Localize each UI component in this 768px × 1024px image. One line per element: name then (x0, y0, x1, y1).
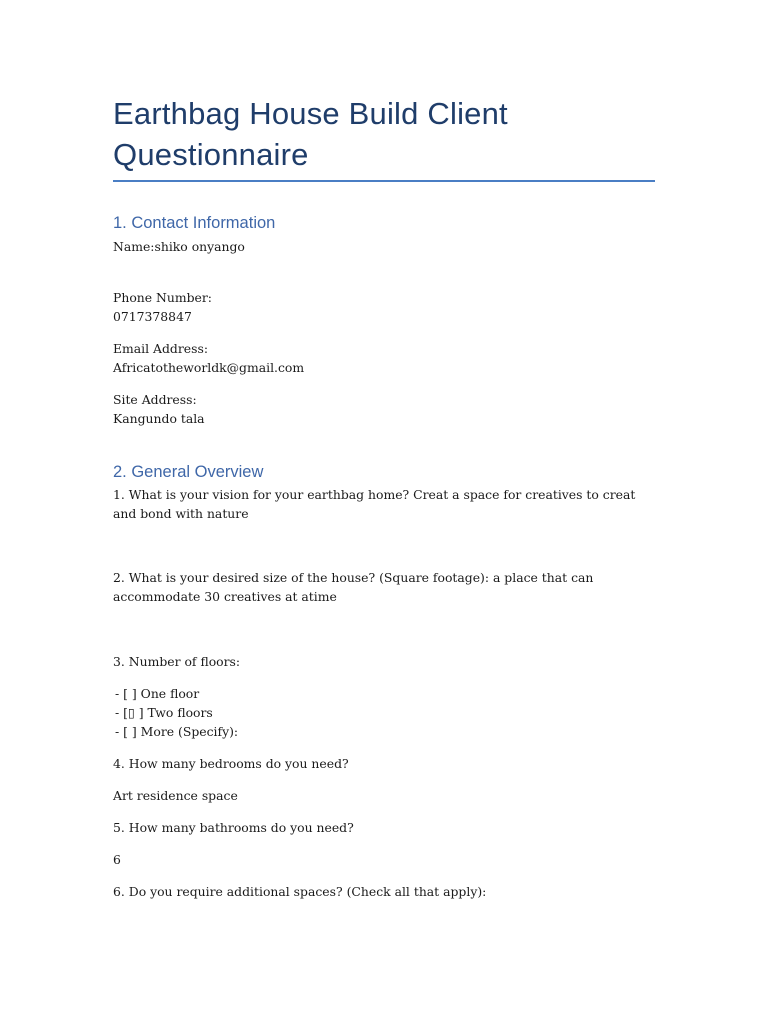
phone-value: 0717378847 (113, 309, 192, 324)
question-house-size: 2. What is your desired size of the house? (Square footage): a place that can accommodate 30 creatives at atime (113, 570, 598, 604)
title-underline (113, 180, 655, 182)
floor-option-two: - [▯ ] Two floors (115, 705, 213, 720)
section-heading-contact: 1. Contact Information (113, 214, 276, 232)
section-heading-overview: 2. General Overview (113, 463, 264, 481)
question-vision: 1. What is your vision for your earthbag home? Creat a space for creatives to creat and bond with nature (113, 487, 640, 521)
answer-bathrooms: 6 (113, 852, 121, 867)
floor-option-one: - [ ] One floor (115, 686, 200, 701)
contact-name: Name:shiko onyango (113, 239, 245, 254)
email-value: Africatotheworldk@gmail.com (113, 360, 305, 375)
question-bathrooms: 5. How many bathrooms do you need? (113, 820, 354, 835)
floor-option-more: - [ ] More (Specify): (115, 724, 239, 739)
question-bedrooms: 4. How many bedrooms do you need? (113, 756, 349, 771)
email-label: Email Address: (113, 341, 209, 356)
phone-label: Phone Number: (113, 290, 212, 305)
question-additional-spaces: 6. Do you require additional spaces? (Check all that apply): (113, 884, 487, 899)
site-address-label: Site Address: (113, 392, 197, 407)
answer-bedrooms: Art residence space (113, 788, 238, 803)
document-title: Earthbag House Build Client Questionnaire (113, 96, 508, 172)
site-address-value: Kangundo tala (113, 411, 205, 426)
question-floors: 3. Number of floors: (113, 654, 241, 669)
